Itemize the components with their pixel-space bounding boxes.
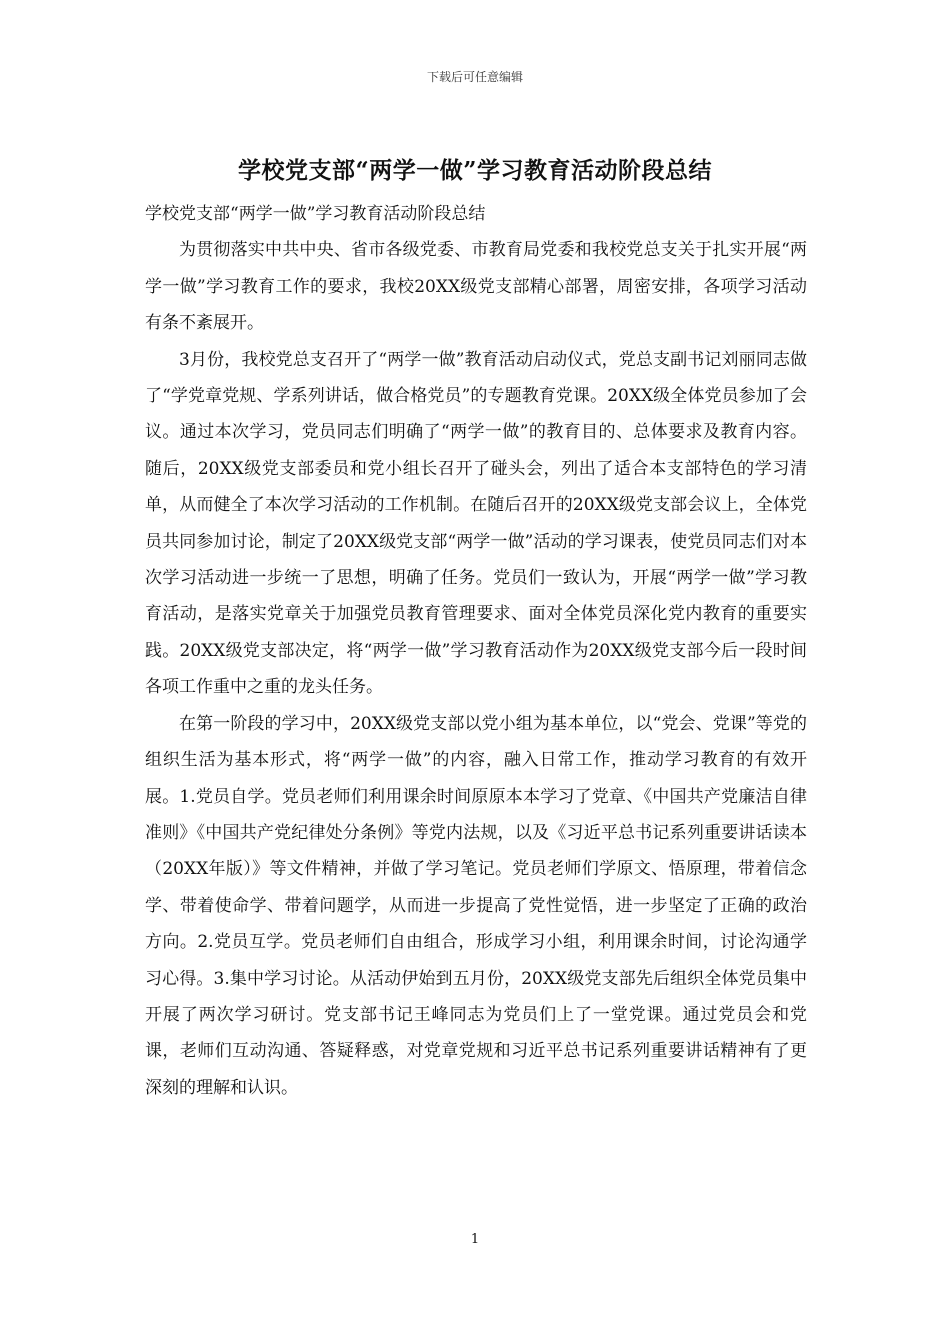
body-paragraph: 为贯彻落实中共中央、省市各级党委、市教育局党委和我校党总支关于扎实开展“两学一做”学习教育工作的要求，我校20XX级党支部精心部署，周密安排，各项学习活动有条不紊展开。	[145, 240, 807, 334]
document-body	[145, 196, 807, 1106]
body-paragraph: 3月份，我校党总支召开了“两学一做”教育活动启动仪式，党总支副书记刘丽同志做了“学党章党规、学系列讲话，做合格党员”的专题教育党课。20XX级全体党员参加了会议。通过本次学习，党员同志们明确了“两学一做”的教育目的、总体要求及教育内容。随后，20XX级党支部委员和党小组长召开了碰头会，列出了适合本支部特色的学习清单，从而健全了本次学习活动的工作机制。在随后召开的20XX级党支部会议上，全体党员共同参加讨论，制定了20XX级党支部“两学一做”活动的学习课表，使党员同志们对本次学习活动进一步统一了思想，明确了任务。党员们一致认为，开展“两学一做”学习教育活动，是落实党章关于加强党员教育管理要求、面对全体党员深化党内教育的重要实践。20XX级党支部决定，将“两学一做”学习教育活动作为20XX级党支部今后一段时间各项工作重中之重的龙头任务。	[145, 349, 807, 698]
header-note: 下载后可任意编辑	[426, 70, 523, 84]
page-number: 1	[470, 1232, 480, 1247]
document-title: 学校党支部“两学一做”学习教育活动阶段总结	[238, 157, 712, 184]
subtitle-paragraph: 学校党支部“两学一做”学习教育活动阶段总结	[145, 204, 486, 224]
body-paragraph: 在第一阶段的学习中，20XX级党支部以党小组为基本单位，以“党会、党课”等党的组织生活为基本形式，将“两学一做”的内容，融入日常工作，推动学习教育的有效开展。1.党员自学。党员老师们利用课余时间原原本本学习了党章、《中国共产党廉洁自律准则》《中国共产党纪律处分条例》等党内法规，以及《习近平总书记系列重要讲话读本（20XX年版）》等文件精神，并做了学习笔记。党员老师们学原文、悟原理，带着信念学、带着使命学、带着问题学，从而进一步提高了党性觉悟，进一步坚定了正确的政治方向。2.党员互学。党员老师们自由组合，形成学习小组，利用课余时间，讨论沟通学习心得。3.集中学习讨论。从活动伊始到五月份，20XX级党支部先后组织全体党员集中开展了两次学习研讨。党支部书记王峰同志为党员们上了一堂党课。通过党员会和党课，老师们互动沟通、答疑释惑，对党章党规和习近平总书记系列重要讲话精神有了更深刻的理解和认识。	[145, 713, 807, 1098]
